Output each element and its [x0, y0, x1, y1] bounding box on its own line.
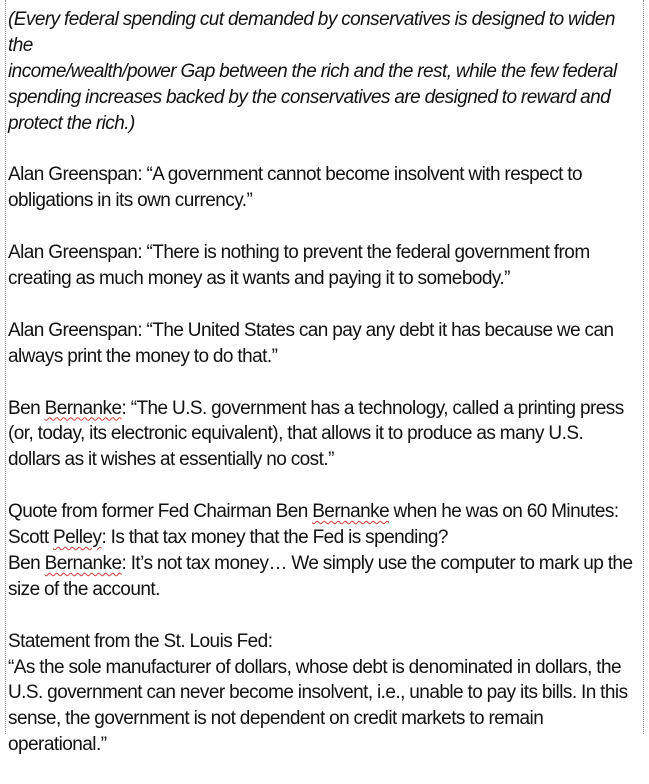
text-line: [8, 525, 644, 551]
spellcheck-flagged-word[interactable]: Pelley: [52, 527, 102, 549]
document-body[interactable]: [8, 7, 644, 784]
st-louis-fed-statement: [8, 629, 644, 759]
text-line: sense, the government is not dependent on credit markets to remain: [8, 708, 544, 730]
quote-text: : “The U.S. government has a technology, called a printing press: [121, 397, 624, 419]
interview-question: : Is that tax money that the Fed is spending?: [101, 527, 448, 549]
text-line: [8, 318, 644, 344]
spellcheck-flagged-word[interactable]: Bernanke: [44, 397, 122, 419]
text-line: dollars as it wishes at essentially no cost.”: [8, 449, 334, 471]
text-line: protect the rich.): [8, 112, 135, 134]
quote-text: : “A government cannot become insolvent with respect to: [137, 164, 583, 186]
text-line: obligations in its own currency.”: [8, 190, 253, 212]
text-line: [8, 499, 644, 525]
speaker-name: Alan Greenspan: [8, 319, 138, 341]
speaker-name: Alan Greenspan: [8, 242, 138, 264]
text-line: spending increases backed by the conservatives are designed to reward and: [8, 86, 611, 108]
text-line: size of the account.: [8, 578, 160, 600]
text-line: operational.”: [8, 734, 107, 756]
greenspan-quote-2: [8, 240, 644, 292]
text-line: “As the sole manufacturer of dollars, whose debt is denominated in dollars, the: [8, 656, 622, 678]
interview-intro: Quote from former Fed Chairman Ben: [8, 501, 313, 523]
spellcheck-flagged-word[interactable]: Bernanke: [44, 552, 122, 574]
text-line: [8, 396, 644, 422]
quote-text: : “There is nothing to prevent the federal government from: [137, 242, 590, 264]
spellcheck-flagged-word[interactable]: Bernanke: [312, 501, 390, 523]
bernanke-quote: [8, 396, 644, 474]
respondent-first-name: Ben: [8, 552, 45, 574]
greenspan-quote-1: [8, 162, 644, 214]
text-line: U.S. government can never become insolvent, i.e., unable to pay its bills. In this: [8, 682, 628, 704]
text-line: income/wealth/power Gap between the rich and the rest, while the few federal: [8, 60, 617, 82]
interviewer-first-name: Scott: [8, 527, 53, 549]
speaker-first-name: Ben: [8, 397, 45, 419]
statement-heading: Statement from the St. Louis Fed:: [8, 630, 273, 652]
text-line: always print the money to do that.”: [8, 345, 278, 367]
interview-intro-end: when he was on 60 Minutes:: [389, 501, 619, 523]
text-line: [8, 551, 644, 577]
text-line: creating as much money as it wants and paying it to somebody.”: [8, 268, 510, 290]
left-margin-guide: [5, 0, 6, 734]
speaker-name: Alan Greenspan: [8, 164, 138, 186]
text-line: [8, 240, 644, 266]
intro-paragraph: [8, 7, 644, 137]
text-line: (Every federal spending cut demanded by conservatives is designed to widen the: [8, 9, 615, 56]
text-line: (or, today, its electronic equivalent), that allows it to produce as many U.S.: [8, 423, 584, 445]
quote-text: : “The United States can pay any debt it has because we can: [137, 319, 614, 341]
sixty-minutes-interview: [8, 499, 644, 603]
interview-answer: : It’s not tax money… We simply use the computer to mark up the: [121, 552, 633, 574]
text-line: [8, 162, 644, 188]
greenspan-quote-3: [8, 318, 644, 370]
